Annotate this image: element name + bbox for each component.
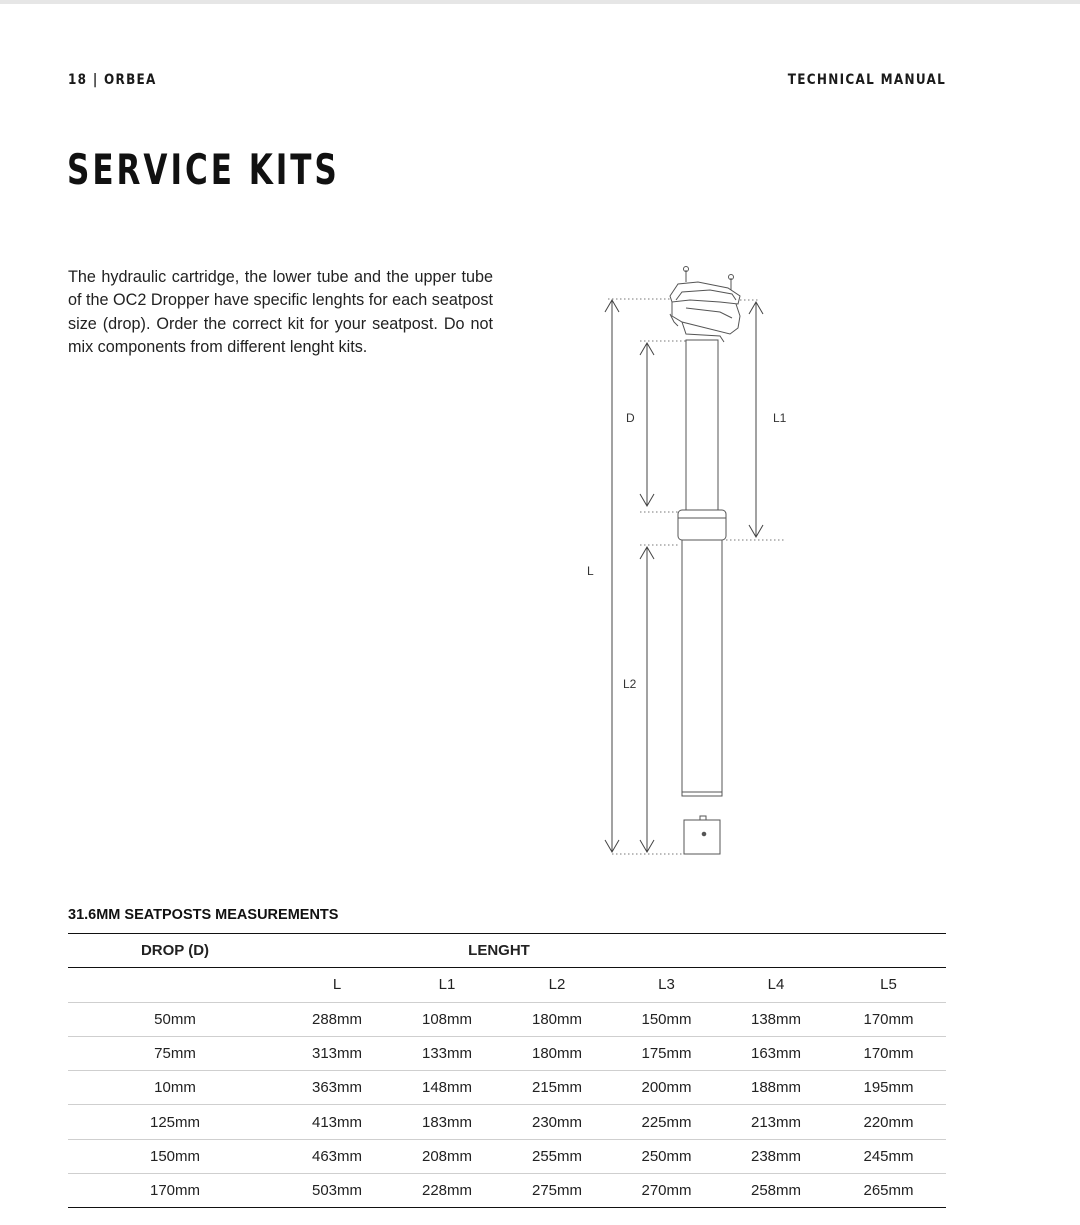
length-cell: 220mm xyxy=(831,1105,946,1139)
length-cell: 108mm xyxy=(392,1002,502,1036)
dimension-l1-arrow xyxy=(749,302,763,537)
table-row xyxy=(68,1071,946,1105)
length-cell: 133mm xyxy=(392,1036,502,1070)
length-cell: 288mm xyxy=(282,1002,392,1036)
page-title: SERVICE KITS xyxy=(67,145,340,194)
subheader-cell: L4 xyxy=(721,968,831,1002)
length-cell: 230mm xyxy=(502,1105,612,1139)
table-row xyxy=(68,1174,946,1208)
manual-title-header: TECHNICAL MANUAL xyxy=(787,72,946,88)
drop-cell: 10mm xyxy=(68,1071,282,1105)
table-row xyxy=(68,1036,946,1070)
length-cell: 180mm xyxy=(502,1002,612,1036)
drop-cell: 50mm xyxy=(68,1002,282,1036)
length-cell: 170mm xyxy=(831,1036,946,1070)
length-cell: 250mm xyxy=(612,1139,721,1173)
length-cell: 148mm xyxy=(392,1071,502,1105)
length-cell: 180mm xyxy=(502,1036,612,1070)
length-cell: 255mm xyxy=(502,1139,612,1173)
drop-cell: 125mm xyxy=(68,1105,282,1139)
subheader-cell: L3 xyxy=(612,968,721,1002)
drop-cell: 170mm xyxy=(68,1174,282,1208)
length-cell: 225mm xyxy=(612,1105,721,1139)
dimension-d-arrow xyxy=(640,343,654,506)
length-cell: 258mm xyxy=(721,1174,831,1208)
length-cell: 503mm xyxy=(282,1174,392,1208)
length-cell: 463mm xyxy=(282,1139,392,1173)
length-cell: 138mm xyxy=(721,1002,831,1036)
table-title: 31.6MM SEATPOSTS MEASUREMENTS xyxy=(68,907,339,923)
length-cell: 170mm xyxy=(831,1002,946,1036)
length-cell: 245mm xyxy=(831,1139,946,1173)
subheader-cell: L5 xyxy=(831,968,946,1002)
drop-cell: 75mm xyxy=(68,1036,282,1070)
subheader-cell: L xyxy=(282,968,392,1002)
label-l2: L2 xyxy=(623,677,637,691)
length-cell: 200mm xyxy=(612,1071,721,1105)
upper-tube xyxy=(686,340,718,510)
dimension-l-arrow xyxy=(605,300,619,852)
page-number-header: 18 | ORBEA xyxy=(68,72,157,88)
length-cell: 213mm xyxy=(721,1105,831,1139)
label-l1: L1 xyxy=(773,411,787,425)
length-cell: 215mm xyxy=(502,1071,612,1105)
subheader-row xyxy=(68,968,946,1002)
bottom-plug xyxy=(684,816,720,854)
table-body xyxy=(68,968,946,1208)
label-l: L xyxy=(587,564,594,578)
length-cell: 150mm xyxy=(612,1002,721,1036)
top-rule xyxy=(0,0,1080,4)
length-cell: 228mm xyxy=(392,1174,502,1208)
length-cell: 238mm xyxy=(721,1139,831,1173)
subheader-cell: L1 xyxy=(392,968,502,1002)
length-cell: 413mm xyxy=(282,1105,392,1139)
header-drop: DROP (D) xyxy=(68,934,282,968)
lower-tube xyxy=(682,540,722,796)
saddle-clamp xyxy=(670,267,740,343)
table-row xyxy=(68,1139,946,1173)
length-cell: 265mm xyxy=(831,1174,946,1208)
label-d: D xyxy=(626,411,635,425)
measurements-table xyxy=(68,933,946,1208)
length-cell: 175mm xyxy=(612,1036,721,1070)
drop-cell: 150mm xyxy=(68,1139,282,1173)
length-cell: 195mm xyxy=(831,1071,946,1105)
length-cell: 313mm xyxy=(282,1036,392,1070)
length-cell: 183mm xyxy=(392,1105,502,1139)
seatpost-diagram xyxy=(560,262,820,862)
header-length: LENGHT xyxy=(282,934,946,968)
length-cell: 208mm xyxy=(392,1139,502,1173)
subheader-cell: L2 xyxy=(502,968,612,1002)
intro-paragraph: The hydraulic cartridge, the lower tube and the upper tube of the OC2 Dropper have specific lenghts for each seatpost size (drop). Order the correct kit for your seatpost. Do not mix components from different lenght kits. xyxy=(68,268,493,356)
dimension-l2-arrow xyxy=(640,547,654,852)
length-cell: 363mm xyxy=(282,1071,392,1105)
length-cell: 275mm xyxy=(502,1174,612,1208)
length-cell: 188mm xyxy=(721,1071,831,1105)
collar xyxy=(678,510,726,540)
table-row xyxy=(68,1105,946,1139)
table-row xyxy=(68,1002,946,1036)
subheader-cell xyxy=(68,968,282,1002)
length-cell: 163mm xyxy=(721,1036,831,1070)
length-cell: 270mm xyxy=(612,1174,721,1208)
